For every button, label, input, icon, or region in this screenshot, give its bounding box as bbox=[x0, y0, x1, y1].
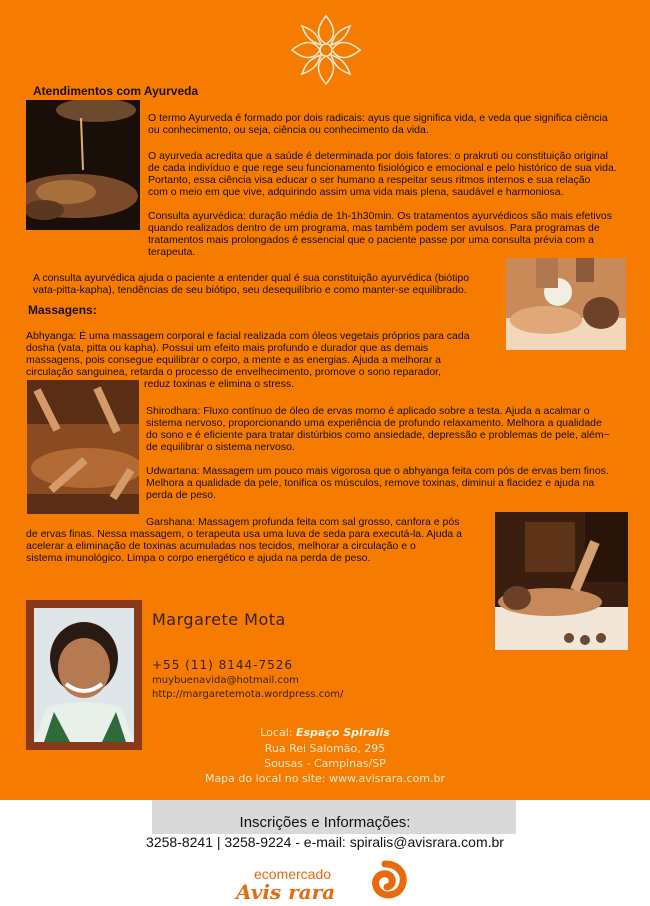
shirodhara-paragraph: Shirodhara: Fluxo contínuo de óleo de ervas morno é aplicado sobre a testa. Ajuda a acalmar o sistema nervoso, proporcionando uma experiência de profundo relaxamento. Melhora a qualidade do sono e é eficiente para tratar distúrbios como ansiedade, depressão e problemas de pele, além~ de equilibrar o sistema nervoso. bbox=[146, 405, 610, 453]
email-link[interactable]: muybuenavida@hotmail.com bbox=[152, 675, 299, 686]
info-title: Inscrições e Informações: bbox=[239, 814, 411, 831]
photo-herbal-massage bbox=[506, 258, 626, 350]
spiral-logo-icon bbox=[360, 856, 410, 902]
venue-map-link[interactable]: Mapa do local no site: www.avisrara.com.br bbox=[204, 772, 446, 785]
section-title-massagens: Massagens: bbox=[28, 303, 97, 317]
therapist-name: Margarete Mota bbox=[152, 610, 286, 629]
section-title-ayurveda: Atendimentos com Ayurveda bbox=[33, 84, 199, 98]
venue-city: Sousas - Campinas/SP bbox=[264, 757, 386, 770]
photo-stone-massage bbox=[495, 512, 628, 650]
website-link[interactable]: http://margaretemota.wordpress.com/ bbox=[152, 689, 344, 700]
avatar bbox=[26, 600, 142, 750]
ayurveda-paragraph-1: O termo Ayurveda é formado por dois radicais: ayus que significa vida, e veda que significa ciência ou conhecimento, ou seja, ciência ou conhecimento da vida. bbox=[148, 112, 608, 136]
phone-number: +55 (11) 8144-7526 bbox=[152, 658, 293, 672]
venue-location: Local: Espaço Spiralis bbox=[260, 726, 390, 739]
ayurveda-paragraph-3: Consulta ayurvédica: duração média de 1h-1h30min. Os tratamentos ayurvédicos são mais efetivos quando realizados dentro de um programa, mas também podem ser avulsos. Para programas de tratamentos mais prolongados é essencial que o paciente passe por uma consulta prévia com a terapeuta. bbox=[148, 210, 612, 258]
abhyanga-paragraph: Abhyanga: É uma massagem corporal e facial realizada com óleos vegetais próprios para cada dosha (vata, pitta ou kapha). Possui um efeito mais profundo e durador que as demais massagens, pois consegue equilibrar o corpo, a mente e as energias. Ajuda a melhorar a circulação sanguinea, retarda o processo de envelhecimento, promove o sono reparador, reduz toxinas e elimina o stress. bbox=[26, 330, 470, 390]
ayurveda-paragraph-2: O ayurveda acredita que a saúde é determinada por dois fatores: o prakruti ou constituição original de cada indivíduo e que rege seu funcionamento fisiológico e emocional e pelo histórico de sua vida. Portanto, essa ciência visa educar o ser humano a respeitar seus ritmos internos e sua relação com o meio em que vive, adquirindo assim uma vida mais plena, saudável e harmoniosa. bbox=[148, 150, 617, 198]
photo-oil-pouring bbox=[26, 100, 140, 230]
venue-name: Espaço Spiralis bbox=[295, 726, 390, 739]
mandala-flower-icon bbox=[288, 12, 364, 88]
venue-street: Rua Rei Salomão, 295 bbox=[264, 742, 386, 755]
photo-abhyanga-massage bbox=[27, 380, 139, 514]
brand-ecomercado: ecomercado bbox=[254, 866, 332, 882]
garshana-paragraph: Garshana: Massagem profunda feita com sal grosso, canfora e pós de ervas finas. Nessa massagem, o terapeuta usa uma luva de seda para executá-la. Ajuda a acelerar a eliminação de toxinas acumuladas nos tecidos, melhorar a circulação e o sistema imunológico. Limpa o corpo energético e ajuda na perda de peso. bbox=[26, 516, 463, 564]
brand-avis-rara: Avis rara bbox=[236, 880, 336, 904]
info-contact-line: 3258-8241 | 3258-9224 - e-mail: spiralis@avisrara.com.br bbox=[146, 834, 504, 850]
ayurveda-paragraph-4: A consulta ayurvédica ajuda o paciente a entender qual é sua constituição ayurvédica (biótipo vata-pitta-kapha), tendências de seu biótipo, seu desequilíbrio e como manter-se equilibrado. bbox=[33, 272, 470, 296]
udwartana-paragraph: Udwartana: Massagem um pouco mais vigorosa que o abhyanga feita com pós de ervas bem finos. Melhora a qualidade da pele, tonifica os músculos, remove toxinas, diminui a flacidez e ajuda na perda de peso. bbox=[146, 465, 609, 501]
